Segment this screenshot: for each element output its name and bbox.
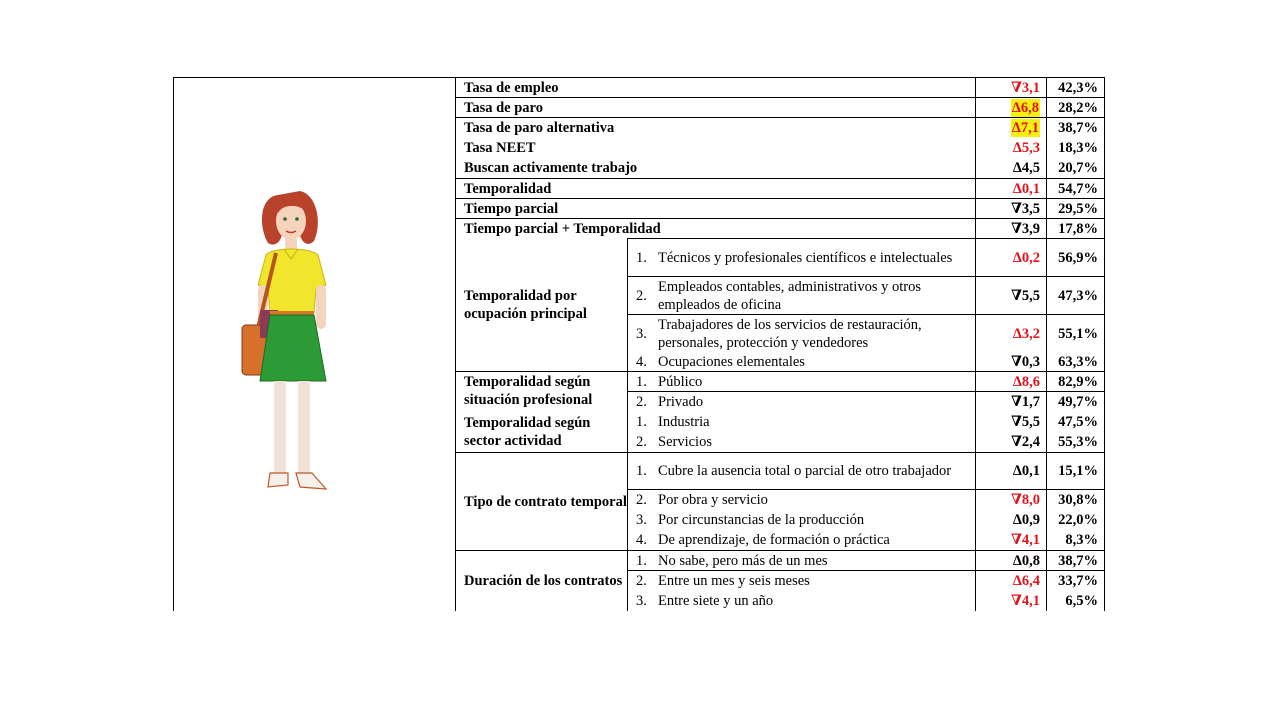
item-change: ∇8,0: [1010, 492, 1040, 508]
list-item: [628, 551, 975, 570]
row-pct-tasa-neet: 18,3%: [1058, 140, 1098, 156]
item-text: De aprendizaje, de formación o práctica: [658, 532, 890, 548]
item-number: 1.: [636, 463, 647, 479]
item-pct: 55,3%: [1058, 434, 1098, 450]
list-item: [628, 315, 975, 352]
item-text: Ocupaciones elementales: [658, 353, 805, 370]
item-number: 1.: [636, 552, 647, 569]
item-text: Entre siete y un año: [658, 593, 774, 609]
row-change-tasa-paro-alternativa: ∆7,1: [1012, 120, 1039, 136]
list-item: [628, 392, 975, 411]
item-change: ∆0,1: [1013, 463, 1040, 479]
item-text: No sabe, pero más de un mes: [658, 552, 828, 569]
row-change-tasa-neet: ∆5,3: [1013, 140, 1040, 156]
item-change: ∆6,4: [1013, 573, 1040, 589]
row-label-tiempo-parcial: Tiempo parcial: [464, 200, 559, 217]
row-pct-tasa-paro-alternativa: 38,7%: [1058, 120, 1098, 136]
list-item: [628, 352, 975, 371]
list-item: [628, 372, 975, 391]
row-label-tasa-neet: Tasa NEET: [464, 140, 536, 156]
row-change-tasa-paro: ∆6,8: [1012, 99, 1039, 116]
data-table: [173, 77, 1105, 611]
list-item: [628, 530, 975, 550]
item-pct: 30,8%: [1058, 492, 1098, 508]
list-item: [628, 239, 975, 276]
row-change-tiempo-parcial: ∇3,5: [1010, 200, 1040, 217]
row-pct-buscan-trabajo: 20,7%: [1058, 160, 1098, 176]
item-number: 3.: [636, 325, 647, 342]
item-number: 3.: [636, 593, 647, 609]
item-change: ∆0,2: [1013, 249, 1040, 266]
item-number: 2.: [636, 492, 647, 508]
item-text: Entre un mes y seis meses: [658, 573, 810, 589]
list-item: [628, 412, 975, 432]
item-text: Cubre la ausencia total o parcial de otro trabajador: [658, 463, 952, 479]
item-number: 2.: [636, 434, 647, 450]
item-pct: 47,3%: [1058, 287, 1098, 304]
list-item: [628, 453, 975, 489]
item-text: Público: [658, 373, 703, 390]
list-item: [628, 510, 975, 530]
item-change: ∇5,5: [1010, 287, 1040, 304]
list-item: [628, 591, 975, 611]
row-change-tasa-empleo: ∇3,1: [1010, 79, 1040, 96]
item-number: 1.: [636, 249, 647, 266]
item-change: ∆8,6: [1013, 373, 1040, 390]
item-number: 2.: [636, 393, 647, 410]
item-number: 2.: [636, 573, 647, 589]
list-item: [628, 277, 975, 314]
group-title-situacion: Temporalidad según situación profesional: [464, 374, 593, 408]
item-number: 2.: [636, 287, 647, 304]
item-change: ∇0,3: [1010, 353, 1040, 370]
list-item: [628, 571, 975, 591]
row-pct-tasa-empleo: 42,3%: [1058, 79, 1098, 96]
item-text: Por circunstancias de la producción: [658, 512, 865, 528]
item-pct: 38,7%: [1058, 552, 1098, 569]
group-title-sector: Temporalidad según sector actividad: [464, 415, 591, 449]
item-pct: 15,1%: [1058, 463, 1098, 479]
item-text: Industria: [658, 414, 710, 430]
item-text: Técnicos y profesionales científicos e intelectuales: [658, 249, 953, 266]
item-pct: 33,7%: [1058, 573, 1098, 589]
list-item: [628, 490, 975, 510]
row-change-parcial-temporalidad: ∇3,9: [1010, 220, 1040, 237]
row-label-temporalidad: Temporalidad: [464, 180, 552, 197]
group-title-contrato: Tipo de contrato temporal: [464, 493, 627, 510]
row-label-tasa-empleo: Tasa de empleo: [464, 79, 559, 96]
row-pct-parcial-temporalidad: 17,8%: [1058, 220, 1098, 237]
row-label-buscan-trabajo: Buscan activamente trabajo: [464, 160, 638, 176]
item-pct: 49,7%: [1058, 393, 1098, 410]
item-pct: 82,9%: [1058, 373, 1098, 390]
list-item: [628, 432, 975, 452]
group-title-ocupacion: Temporalidad por ocupación principal: [464, 287, 587, 322]
item-pct: 56,9%: [1058, 249, 1098, 266]
item-text: Servicios: [658, 434, 712, 450]
row-pct-temporalidad: 54,7%: [1058, 180, 1098, 197]
item-pct: 47,5%: [1058, 414, 1098, 430]
item-number: 4.: [636, 353, 647, 370]
item-change: ∇1,7: [1010, 393, 1040, 410]
item-change: ∇2,4: [1010, 434, 1040, 450]
item-pct: 6,5%: [1065, 593, 1098, 609]
group-title-duracion: Duración de los contratos: [464, 573, 623, 589]
row-label-parcial-temporalidad: Tiempo parcial + Temporalidad: [464, 220, 661, 237]
item-change: ∆0,8: [1013, 552, 1040, 569]
item-text: Empleados contables, administrativos y otros empleados de oficina: [658, 278, 921, 313]
item-pct: 22,0%: [1058, 512, 1098, 528]
item-text: Por obra y servicio: [658, 492, 768, 508]
item-change: ∇5,5: [1010, 414, 1040, 430]
row-pct-tasa-paro: 28,2%: [1058, 99, 1098, 116]
row-pct-tiempo-parcial: 29,5%: [1058, 200, 1098, 217]
item-number: 3.: [636, 512, 647, 528]
item-number: 4.: [636, 532, 647, 548]
item-text: Privado: [658, 393, 704, 410]
item-change: ∇4,1: [1010, 593, 1040, 609]
item-number: 1.: [636, 414, 647, 430]
item-change: ∆3,2: [1013, 325, 1040, 342]
row-change-temporalidad: ∆0,1: [1013, 180, 1040, 197]
row-label-tasa-paro-alternativa: Tasa de paro alternativa: [464, 120, 615, 136]
item-change: ∇4,1: [1010, 532, 1040, 548]
item-change: ∆0,9: [1013, 512, 1040, 528]
item-pct: 63,3%: [1058, 353, 1098, 370]
row-change-buscan-trabajo: ∆4,5: [1013, 160, 1040, 176]
item-number: 1.: [636, 373, 647, 390]
item-pct: 8,3%: [1065, 532, 1098, 548]
item-pct: 55,1%: [1058, 325, 1098, 342]
row-label-tasa-paro: Tasa de paro: [464, 99, 543, 116]
item-text: Trabajadores de los servicios de restauración, personales, protección y vendedores: [658, 316, 922, 351]
